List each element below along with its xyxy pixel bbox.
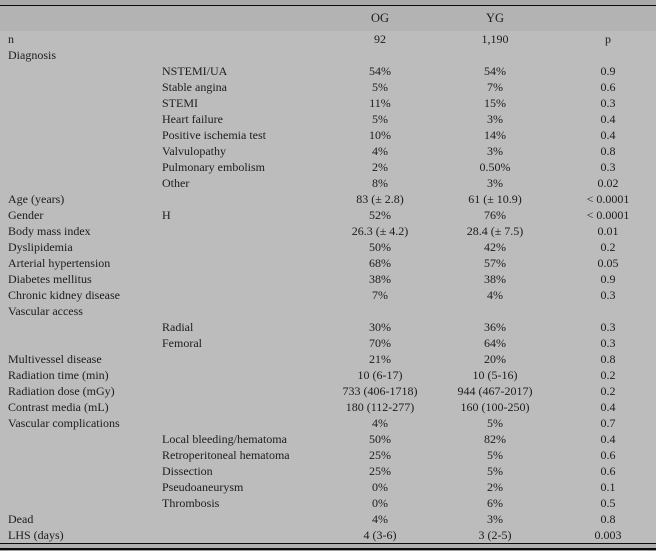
yg-value: 14% bbox=[484, 128, 506, 142]
table-row bbox=[0, 191, 656, 207]
table-row bbox=[0, 463, 656, 479]
table-row bbox=[0, 95, 656, 111]
row-label bbox=[0, 447, 156, 463]
table-header bbox=[0, 6, 656, 31]
yg-value: 4% bbox=[487, 288, 503, 302]
og-value: 83 (± 2.8) bbox=[356, 192, 404, 206]
row-sublabel bbox=[156, 383, 324, 399]
row-sublabel bbox=[156, 287, 324, 303]
p-value: 0.1 bbox=[600, 480, 616, 494]
og-value: 2% bbox=[372, 160, 388, 174]
p-value: 0.5 bbox=[600, 496, 616, 510]
yg-value: 54% bbox=[484, 64, 506, 78]
yg-value: 5% bbox=[487, 416, 503, 430]
p-value: 0.3 bbox=[600, 288, 616, 302]
og-value: 50% bbox=[369, 432, 391, 446]
p-value: 0.9 bbox=[600, 272, 616, 286]
og-value: 70% bbox=[369, 336, 391, 350]
table-row bbox=[0, 271, 656, 287]
p-value: 0.4 bbox=[600, 128, 616, 142]
row-sublabel bbox=[156, 31, 324, 47]
row-label: Radiation dose (mGy) bbox=[8, 384, 115, 398]
row-sublabel: NSTEMI/UA bbox=[162, 64, 228, 78]
row-label: Radiation time (min) bbox=[8, 368, 109, 382]
table-row bbox=[0, 223, 656, 239]
row-sublabel bbox=[156, 511, 324, 527]
p-value: 0.9 bbox=[600, 64, 616, 78]
yg-value bbox=[436, 47, 554, 63]
og-value: 30% bbox=[369, 320, 391, 334]
yg-value: 57% bbox=[484, 256, 506, 270]
og-value: 10 (6-17) bbox=[357, 368, 403, 382]
table-row bbox=[0, 127, 656, 143]
p-value: 0.6 bbox=[600, 464, 616, 478]
col-header-yg: YG bbox=[485, 11, 505, 25]
row-label bbox=[0, 495, 156, 511]
row-label: Age (years) bbox=[8, 192, 65, 206]
row-label: Vascular access bbox=[8, 304, 83, 318]
row-sublabel bbox=[156, 239, 324, 255]
yg-value: 20% bbox=[484, 352, 506, 366]
p-value: 0.3 bbox=[600, 96, 616, 110]
table-row bbox=[0, 255, 656, 271]
p-value: 0.02 bbox=[597, 176, 619, 190]
row-label: Diagnosis bbox=[8, 48, 56, 62]
yg-value: 3% bbox=[487, 512, 503, 526]
table-row bbox=[0, 495, 656, 511]
row-label: Contrast media (mL) bbox=[8, 400, 109, 414]
bottom-edge-rule bbox=[0, 548, 656, 550]
p-value bbox=[554, 303, 656, 319]
table-row bbox=[0, 207, 656, 223]
p-value: 0.3 bbox=[600, 160, 616, 174]
header-spacer bbox=[156, 6, 324, 31]
row-label bbox=[0, 143, 156, 159]
row-sublabel bbox=[156, 47, 324, 63]
row-label: Multivessel disease bbox=[8, 352, 102, 366]
row-sublabel: Pseudoaneurysm bbox=[162, 480, 244, 494]
og-value: 4 (3-6) bbox=[363, 528, 397, 542]
p-value: 0.4 bbox=[600, 432, 616, 446]
table-row bbox=[0, 47, 656, 63]
p-value bbox=[554, 47, 656, 63]
table-row bbox=[0, 143, 656, 159]
row-label bbox=[0, 111, 156, 127]
p-value: 0.8 bbox=[600, 512, 616, 526]
row-label bbox=[0, 479, 156, 495]
p-value: < 0.0001 bbox=[586, 208, 630, 222]
table-row bbox=[0, 415, 656, 431]
yg-value: 7% bbox=[487, 80, 503, 94]
row-label bbox=[0, 463, 156, 479]
comparison-table bbox=[0, 6, 656, 543]
table-row bbox=[0, 319, 656, 335]
p-value: 0.8 bbox=[600, 144, 616, 158]
row-sublabel: Pulmonary embolism bbox=[162, 160, 265, 174]
p-value: 0.05 bbox=[597, 256, 619, 270]
row-label: Diabetes mellitus bbox=[8, 272, 92, 286]
row-sublabel bbox=[156, 191, 324, 207]
yg-value: 3% bbox=[487, 112, 503, 126]
og-value: 52% bbox=[369, 208, 391, 222]
row-label: n bbox=[8, 32, 14, 46]
og-value: 4% bbox=[372, 512, 388, 526]
yg-value: 76% bbox=[484, 208, 506, 222]
og-value: 38% bbox=[369, 272, 391, 286]
yg-value bbox=[436, 303, 554, 319]
p-value: 0.4 bbox=[600, 400, 616, 414]
p-value: 0.3 bbox=[600, 336, 616, 350]
og-value: 4% bbox=[372, 416, 388, 430]
yg-value: 15% bbox=[484, 96, 506, 110]
yg-value: 3% bbox=[487, 176, 503, 190]
table-row bbox=[0, 111, 656, 127]
p-value: 0.6 bbox=[600, 448, 616, 462]
yg-value: 28.4 (± 7.5) bbox=[466, 224, 524, 238]
col-header-og: OG bbox=[370, 11, 390, 25]
table-row bbox=[0, 479, 656, 495]
row-label bbox=[0, 159, 156, 175]
row-sublabel: Valvulopathy bbox=[162, 144, 226, 158]
row-sublabel: Thrombosis bbox=[162, 496, 220, 510]
table-row bbox=[0, 175, 656, 191]
table-row bbox=[0, 527, 656, 543]
row-sublabel: Local bleeding/hematoma bbox=[162, 432, 287, 446]
table-row bbox=[0, 303, 656, 319]
row-sublabel: Other bbox=[162, 176, 190, 190]
yg-value: 5% bbox=[487, 448, 503, 462]
og-value: 92 bbox=[374, 32, 386, 46]
og-value: 10% bbox=[369, 128, 391, 142]
table-row bbox=[0, 447, 656, 463]
yg-value: 61 (± 10.9) bbox=[468, 192, 522, 206]
row-label: LHS (days) bbox=[8, 528, 64, 542]
row-label: Body mass index bbox=[8, 224, 91, 238]
yg-value: 0.50% bbox=[479, 160, 511, 174]
og-value: 8% bbox=[372, 176, 388, 190]
row-sublabel: H bbox=[162, 208, 171, 222]
row-sublabel bbox=[156, 351, 324, 367]
p-value: 0.7 bbox=[600, 416, 616, 430]
row-label bbox=[0, 335, 156, 351]
row-label bbox=[0, 431, 156, 447]
row-sublabel bbox=[156, 367, 324, 383]
og-value: 11% bbox=[369, 96, 391, 110]
table-row bbox=[0, 383, 656, 399]
yg-value: 3% bbox=[487, 144, 503, 158]
yg-value: 3 (2-5) bbox=[478, 528, 512, 542]
og-value: 50% bbox=[369, 240, 391, 254]
og-value bbox=[324, 303, 436, 319]
p-value: 0.6 bbox=[600, 80, 616, 94]
p-value: 0.8 bbox=[600, 352, 616, 366]
row-sublabel bbox=[156, 303, 324, 319]
og-value: 180 (112-277) bbox=[345, 400, 415, 414]
table-row bbox=[0, 239, 656, 255]
yg-value: 5% bbox=[487, 464, 503, 478]
row-sublabel: Femoral bbox=[162, 336, 202, 350]
yg-value: 944 (467-2017) bbox=[457, 384, 533, 398]
row-sublabel bbox=[156, 399, 324, 415]
yg-value: 82% bbox=[484, 432, 506, 446]
table-row bbox=[0, 287, 656, 303]
row-sublabel: Stable angina bbox=[162, 80, 227, 94]
og-value bbox=[324, 47, 436, 63]
row-label: Dyslipidemia bbox=[8, 240, 73, 254]
p-value: < 0.0001 bbox=[586, 192, 630, 206]
row-sublabel: Dissection bbox=[162, 464, 213, 478]
p-value: 0.4 bbox=[600, 112, 616, 126]
og-value: 26.3 (± 4.2) bbox=[351, 224, 409, 238]
og-value: 5% bbox=[372, 112, 388, 126]
table-row bbox=[0, 31, 656, 47]
row-sublabel bbox=[156, 527, 324, 543]
og-value: 21% bbox=[369, 352, 391, 366]
row-sublabel bbox=[156, 271, 324, 287]
yg-value: 42% bbox=[484, 240, 506, 254]
og-value: 4% bbox=[372, 144, 388, 158]
header-spacer bbox=[0, 6, 156, 31]
table-body bbox=[0, 31, 656, 543]
row-label bbox=[0, 63, 156, 79]
row-label: Chronic kidney disease bbox=[8, 288, 120, 302]
yg-value: 2% bbox=[487, 480, 503, 494]
table-row bbox=[0, 399, 656, 415]
p-value: 0.01 bbox=[597, 224, 619, 238]
table-row bbox=[0, 511, 656, 527]
table-row bbox=[0, 63, 656, 79]
p-value: 0.003 bbox=[594, 528, 622, 542]
og-value: 0% bbox=[372, 496, 388, 510]
p-value: p bbox=[605, 32, 611, 46]
og-value: 25% bbox=[369, 464, 391, 478]
table-row bbox=[0, 431, 656, 447]
og-value: 0% bbox=[372, 480, 388, 494]
yg-value: 160 (100-250) bbox=[460, 400, 530, 414]
row-label bbox=[0, 175, 156, 191]
header-row bbox=[0, 6, 656, 31]
row-label: Vascular complications bbox=[8, 416, 120, 430]
table-row bbox=[0, 159, 656, 175]
row-sublabel bbox=[156, 255, 324, 271]
table-row bbox=[0, 79, 656, 95]
yg-value: 6% bbox=[487, 496, 503, 510]
yg-value: 1,190 bbox=[481, 32, 509, 46]
p-value: 0.3 bbox=[600, 320, 616, 334]
yg-value: 38% bbox=[484, 272, 506, 286]
row-label bbox=[0, 319, 156, 335]
p-value: 0.2 bbox=[600, 384, 616, 398]
row-label bbox=[0, 79, 156, 95]
row-label: Dead bbox=[8, 512, 34, 526]
table-row bbox=[0, 367, 656, 383]
row-label bbox=[0, 127, 156, 143]
row-label bbox=[0, 95, 156, 111]
row-sublabel: Heart failure bbox=[162, 112, 223, 126]
header-spacer bbox=[554, 6, 656, 31]
yg-value: 64% bbox=[484, 336, 506, 350]
row-sublabel: STEMI bbox=[162, 96, 198, 110]
row-label: Arterial hypertension bbox=[8, 256, 111, 270]
p-value: 0.2 bbox=[600, 368, 616, 382]
row-sublabel: Radial bbox=[162, 320, 194, 334]
row-sublabel: Positive ischemia test bbox=[162, 128, 266, 142]
row-sublabel bbox=[156, 415, 324, 431]
table-row bbox=[0, 335, 656, 351]
og-value: 25% bbox=[369, 448, 391, 462]
row-label: Gender bbox=[8, 208, 44, 222]
row-sublabel bbox=[156, 223, 324, 239]
yg-value: 36% bbox=[484, 320, 506, 334]
og-value: 68% bbox=[369, 256, 391, 270]
table-row bbox=[0, 351, 656, 367]
row-sublabel: Retroperitoneal hematoma bbox=[162, 448, 290, 462]
p-value: 0.2 bbox=[600, 240, 616, 254]
og-value: 5% bbox=[372, 80, 388, 94]
og-value: 54% bbox=[369, 64, 391, 78]
yg-value: 10 (5-16) bbox=[472, 368, 518, 382]
og-value: 7% bbox=[372, 288, 388, 302]
og-value: 733 (406-1718) bbox=[342, 384, 418, 398]
